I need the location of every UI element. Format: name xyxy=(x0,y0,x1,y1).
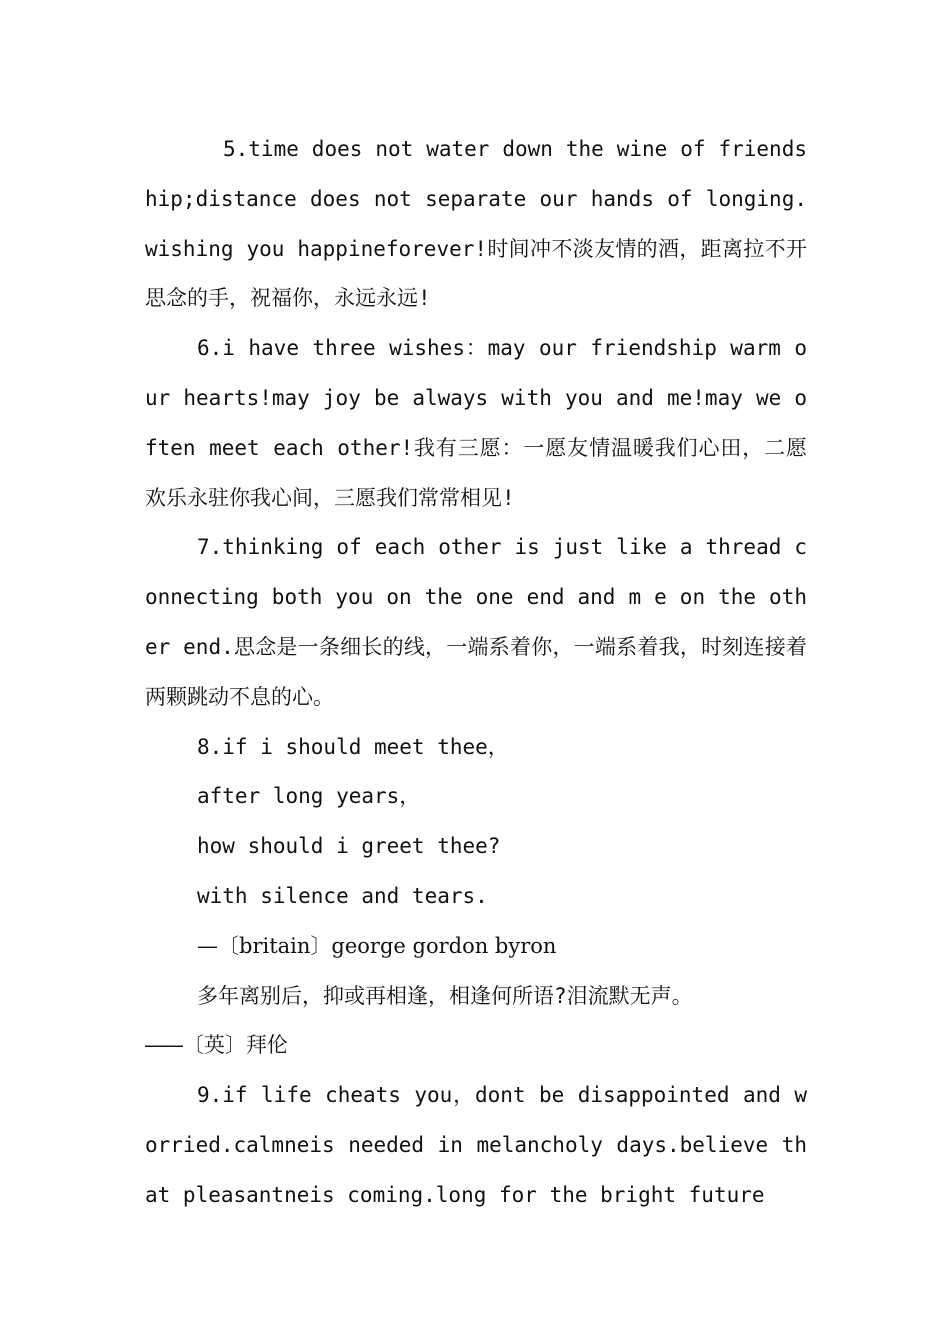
paragraph-6: 6.i have three wishes：may our friendship warm our hearts!may joy be always with you and me!may we often meet each other!我有三愿：一愿友情温暖我们心田，二愿欢乐永驻你我心间，三愿我们常常相见! xyxy=(145,336,807,510)
poem-line-2: after long years， xyxy=(197,784,421,809)
poem-translation: 多年离别后，抑或再相逢，相逢何所语?泪流默无声。 xyxy=(197,983,693,1008)
poem-attribution-cn: ———〔英〕拜伦 xyxy=(145,1033,288,1058)
paragraph-9: 9.if life cheats you，dont be disappointed and worried.calmneis needed in melancholy days.believe that pleasantneis coming.long for the bright future xyxy=(145,1083,807,1207)
poem-line-3: how should i greet thee? xyxy=(197,834,501,859)
paragraph-7: 7.thinking of each other is just like a thread connecting both you on the one end and m e on the other end.思念是一条细长的线，一端系着你，一端系着我，时刻连接着两颗跳动不息的心。 xyxy=(145,535,807,709)
poem-line-4: with silence and tears. xyxy=(197,883,488,908)
poem-line-1: 8.if i should meet thee， xyxy=(197,734,509,759)
poem-attribution-en: —〔britain〕george gordon byron xyxy=(197,933,557,958)
poem-block xyxy=(145,723,807,972)
document-page xyxy=(145,125,807,1221)
paragraph-5: 5.time does not water down the wine of friendship;distance does not separate our hands of longing.wishing you happineforever!时间冲不淡友情的酒，距离拉不开思念的手，祝福你，永远永远! xyxy=(145,137,807,311)
